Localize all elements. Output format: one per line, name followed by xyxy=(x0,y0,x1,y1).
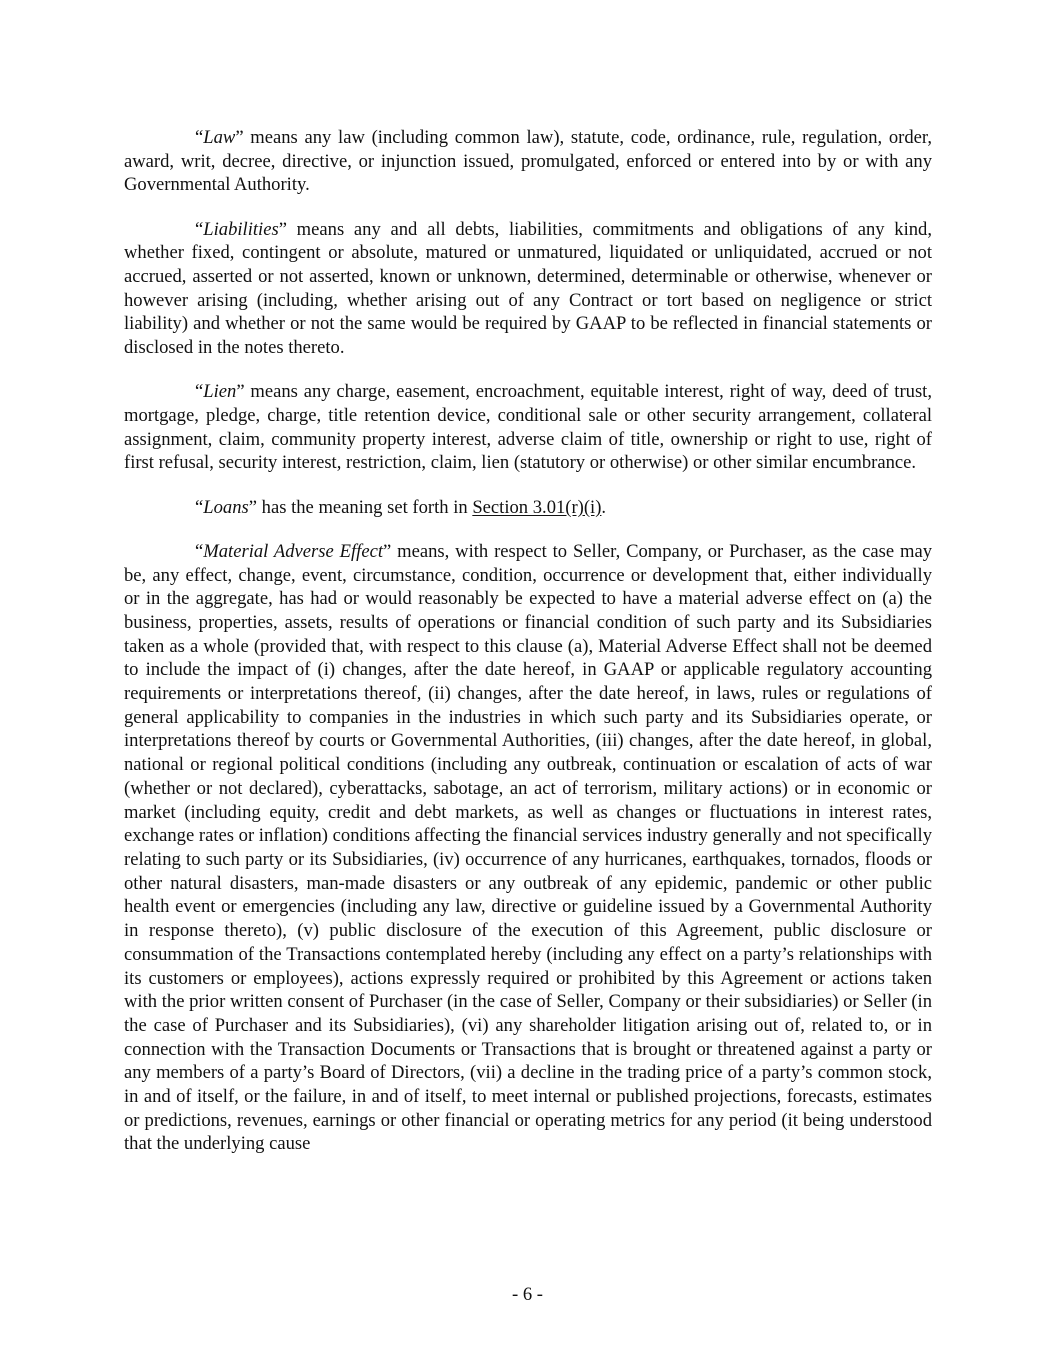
definition-text: has the meaning set forth in xyxy=(257,496,473,518)
definition-text: means any law (including common law), statute, code, ordinance, rule, regulation, order, award, writ, decree, directive, or injunction issued, promulgated, enforced or entered into by or with any Governmental Authority. xyxy=(124,127,932,196)
document-page xyxy=(124,126,932,1156)
definition-loans: “Loans” has the meaning set forth in Section 3.01(r)(i). xyxy=(195,496,607,518)
definition-material-adverse-effect: “Material Adverse Effect” means, with respect to Seller, Company, or Purchaser, as the case may be, any effect, change, event, circumstance, condition, occurrence or development that, either individually or in the aggregate, has had or would reasonably be expected to have a material adverse effect on (a) the business, properties, assets, results of operations or financial condition of such party and its Subsidiaries taken as a whole (provided that, with respect to this clause (a), Material Adverse Effect shall not be deemed to include the impact of (i) changes, after the date hereof, in GAAP or applicable regulatory accounting requirements or interpretations thereof, (ii) changes, after the date hereof, in laws, rules or regulations of general applicability to companies in the industries in which such party and its Subsidiaries operate, or interpretations thereof by courts or Governmental Authorities, (iii) changes, after the date hereof, in global, national or regional political conditions (including any outbreak, continuation or escalation of acts of war (whether or not declared), cyberattacks, sabotage, an act of terrorism, military actions) or in economic or market (including equity, credit and debt markets, as well as changes or fluctuations in interest rates, exchange rates or inflation) conditions affecting the financial services industry generally and not specifically relating to such party or its Subsidiaries, (iv) occurrence of any hurricanes, earthquakes, tornados, floods or other natural disasters, man-made disasters or any outbreak of any epidemic, pandemic or other public health event or emergencies (including any law, directive or guideline issued by a Governmental Authority in response thereto), (v) public disclosure of the execution of this Agreement, public disclosure or consummation of the Transactions contemplated hereby (including any effect on a party’s relationships with its customers or employees), actions expressly required or prohibited by this Agreement or actions taken with the prior written consent of Purchaser (in the case of Seller, Company or their subsidiaries) or Seller (in the case of Purchaser and its Subsidiaries), (vi) any shareholder litigation arising out of, related to, or in connection with the Transaction Documents or Transactions that is brought or threatened against a party or any members of a party’s Board of Directors, (vii) a decline in the trading price of a party’s common stock, in and of itself, or the failure, in and of itself, to meet internal or published projections, forecasts, estimates or predictions, revenues, earnings or other financial or operating metrics for any period (it being understood that the underlying cause xyxy=(124,540,932,1155)
definition-law: “Law” means any law (including common law), statute, code, ordinance, rule, regulation, order, award, writ, decree, directive, or injunction issued, promulgated, enforced or entered into by or with any Governmental Authority. xyxy=(124,127,932,196)
definition-text: means, with respect to Seller, Company, or Purchaser, as the case may be, any effect, change, event, circumstance, condition, occurrence or development that, either individually or in the aggregate, has had or would reasonably be expected to have a material adverse effect on (a) the business, properties, assets, results of operations or financial condition of such party and its Subsidiaries taken as a whole (provided that, with respect to this clause (a), Material Adverse Effect shall not be deemed to include the impact of (i) changes, after the date hereof, in GAAP or applicable regulatory accounting requirements or interpretations thereof, (ii) changes, after the date hereof, in laws, rules or regulations of general applicability to companies in the industries in which such party and its Subsidiaries operate, or interpretations thereof by courts or Governmental Authorities, (iii) changes, after the date hereof, in global, national or regional political conditions (including any outbreak, continuation or escalation of acts of war (whether or not declared), cyberattacks, sabotage, an act of terrorism, military actions) or in economic or market (including equity, credit and debt markets, as well as changes or fluctuations in interest rates, exchange rates or inflation) conditions affecting the financial services industry generally and not specifically relating to such party or its Subsidiaries, (iv) occurrence of any hurricanes, earthquakes, tornados, floods or other natural disasters, man-made disasters or any outbreak of any epidemic, pandemic or other public health event or emergencies (including any law, directive or guideline issued by a Governmental Authority in response thereto), (v) public disclosure of the execution of this Agreement, public disclosure or consummation of the Transactions contemplated hereby (including any effect on a party’s relationships with its customers or employees), actions expressly required or prohibited by this Agreement or actions taken with the prior written consent of Purchaser (in the case of Seller, Company or their subsidiaries) or Seller (in the case of Purchaser and its Subsidiaries), (vi) any shareholder litigation arising out of, related to, or in connection with the Transaction Documents or Transactions that is brought or threatened against a party or any members of a party’s Board of Directors, (vii) a decline in the trading price of a party’s common stock, in and of itself, or the failure, in and of itself, to meet internal or published projections, forecasts, estimates or predictions, revenues, earnings or other financial or operating metrics for any period (it being understood that the underlying cause xyxy=(124,540,932,1155)
definition-text: means any charge, easement, encroachment, equitable interest, right of way, deed of trust, mortgage, pledge, charge, title retention device, conditional sale or other security arrangement, collateral assignment, claim, community property interest, adverse claim of title, ownership or right to use, right of first refusal, security interest, restriction, claim, lien (statutory or otherwise) or other similar encumbrance. xyxy=(124,381,932,474)
defined-term: Liabilities xyxy=(203,218,279,240)
defined-term: Law xyxy=(203,127,236,148)
definition-liabilities: “Liabilities” means any and all debts, liabilities, commitments and obligations of any kind, whether fixed, contingent or absolute, matured or unmatured, liquidated or unliquidated, accrued or not accrued, asserted or not asserted, known or unknown, determined, determinable or otherwise, whenever or however arising (including, whether arising out of any Contract or tort based on negligence or strict liability) and whether or not the same would be required by GAAP to be reflected in financial statements or disclosed in the notes thereto. xyxy=(124,218,932,359)
defined-term: Loans xyxy=(203,496,249,518)
definition-lien: “Lien” means any charge, easement, encroachment, equitable interest, right of way, deed of trust, mortgage, pledge, charge, title retention device, conditional sale or other security arrangement, collateral assignment, claim, community property interest, adverse claim of title, ownership or right to use, right of first refusal, security interest, restriction, claim, lien (statutory or otherwise) or other similar encumbrance. xyxy=(124,381,932,474)
section-cross-reference: Section 3.01(r)(i) xyxy=(472,496,602,518)
definition-text: means any and all debts, liabilities, commitments and obligations of any kind, whether fixed, contingent or absolute, matured or unmatured, liquidated or unliquidated, accrued or not accrued, asserted or not asserted, known or unknown, determined, determinable or otherwise, whenever or however arising (including, whether arising out of any Contract or tort based on negligence or strict liability) and whether or not the same would be required by GAAP to be reflected in financial statements or disclosed in the notes thereto. xyxy=(124,218,932,359)
page-number: - 6 - xyxy=(512,1284,543,1305)
defined-term: Lien xyxy=(203,381,237,403)
defined-term: Material Adverse Effect xyxy=(203,540,383,562)
